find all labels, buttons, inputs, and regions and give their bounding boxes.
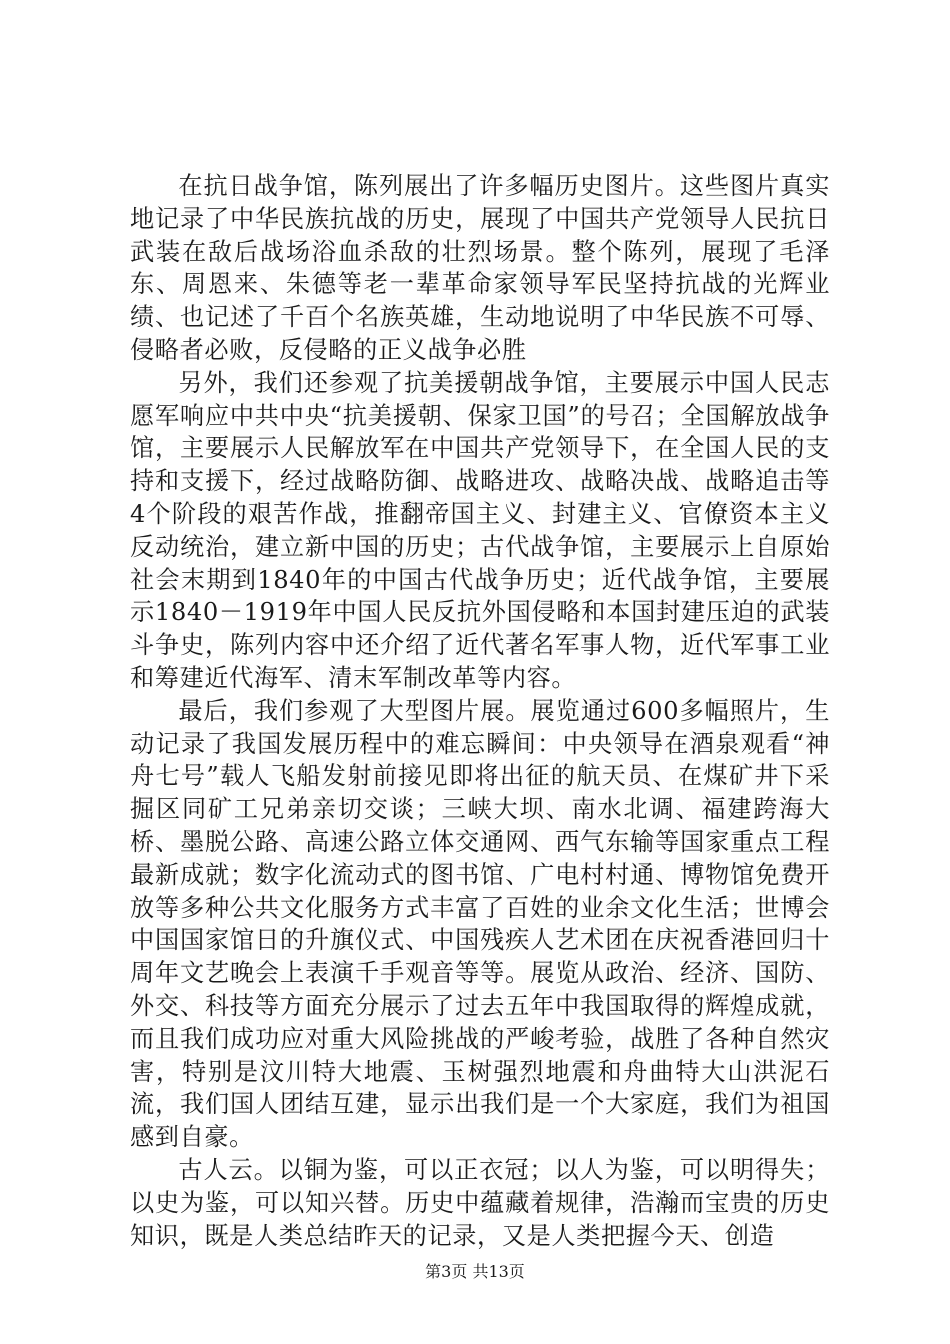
paragraph-other-halls: 另外，我们还参观了抗美援朝战争馆，主要展示中国人民志愿军响应中共中央“抗美援朝、保家卫国”的号召；全国解放战争馆，主要展示人民解放军在中国共产党领导下，在全国人民的支持和支援下，经过战略防御、战略进攻、战略决战、战略追击等4个阶段的艰苦作战，推翻帝国主义、封建主义、官僚资本主义反动统治，建立新中国的历史；古代战争馆，主要展示上自原始社会末期到1840年的中国古代战争历史；近代战争馆，主要展示1840－1919年中国人民反抗外国侵略和本国封建压迫的武装斗争史，陈列内容中还介绍了近代著名军事人物，近代军事工业和筹建近代海军、清末军制改革等内容。 xyxy=(130,368,830,692)
document-body xyxy=(130,170,830,1252)
paragraph-photo-exhibition: 最后，我们参观了大型图片展。展览通过600多幅照片，生动记录了我国发展历程中的难忘瞬间：中央领导在酒泉观看“神舟七号”载人飞船发射前接见即将出征的航天员、在煤矿井下采掘区同矿工兄弟亲切交谈；三峡大坝、南水北调、福建跨海大桥、墨脱公路、高速公路立体交通网、西气东输等国家重点工程最新成就；数字化流动式的图书馆、广电村村通、博物馆免费开放等多种公共文化服务方式丰富了百姓的业余文化生活；世博会中国国家馆日的升旗仪式、中国残疾人艺术团在庆祝香港回归十周年文艺晚会上表演千手观音等等。展览从政治、经济、国防、外交、科技等方面充分展示了过去五年中我国取得的辉煌成就，而且我们成功应对重大风险挑战的严峻考验，战胜了各种自然灾害，特别是汶川特大地震、玉树强烈地震和舟曲特大山洪泥石流，我们国人团结互建，显示出我们是一个大家庭，我们为祖国感到自豪。 xyxy=(130,696,830,1152)
paragraph-anti-japanese-war-hall: 在抗日战争馆，陈列展出了许多幅历史图片。这些图片真实地记录了中华民族抗战的历史，展现了中国共产党领导人民抗日武装在敌后战场浴血杀敌的壮烈场景。整个陈列，展现了毛泽东、周恩来、朱德等老一辈革命家领导军民坚持抗战的光辉业绩、也记述了千百个名族英雄，生动地说明了中华民族不可辱、侵略者必败，反侵略的正义战争必胜 xyxy=(130,172,830,364)
paragraph-ancient-saying: 古人云。以铜为鉴，可以正衣冠；以人为鉴，可以明得失；以史为鉴，可以知兴替。历史中蕴藏着规律，浩瀚而宝贵的历史知识，既是人类总结昨天的记录，又是人类把握今天、创造 xyxy=(130,1155,830,1250)
page-number-footer: 第3页 共13页 xyxy=(425,1262,525,1281)
